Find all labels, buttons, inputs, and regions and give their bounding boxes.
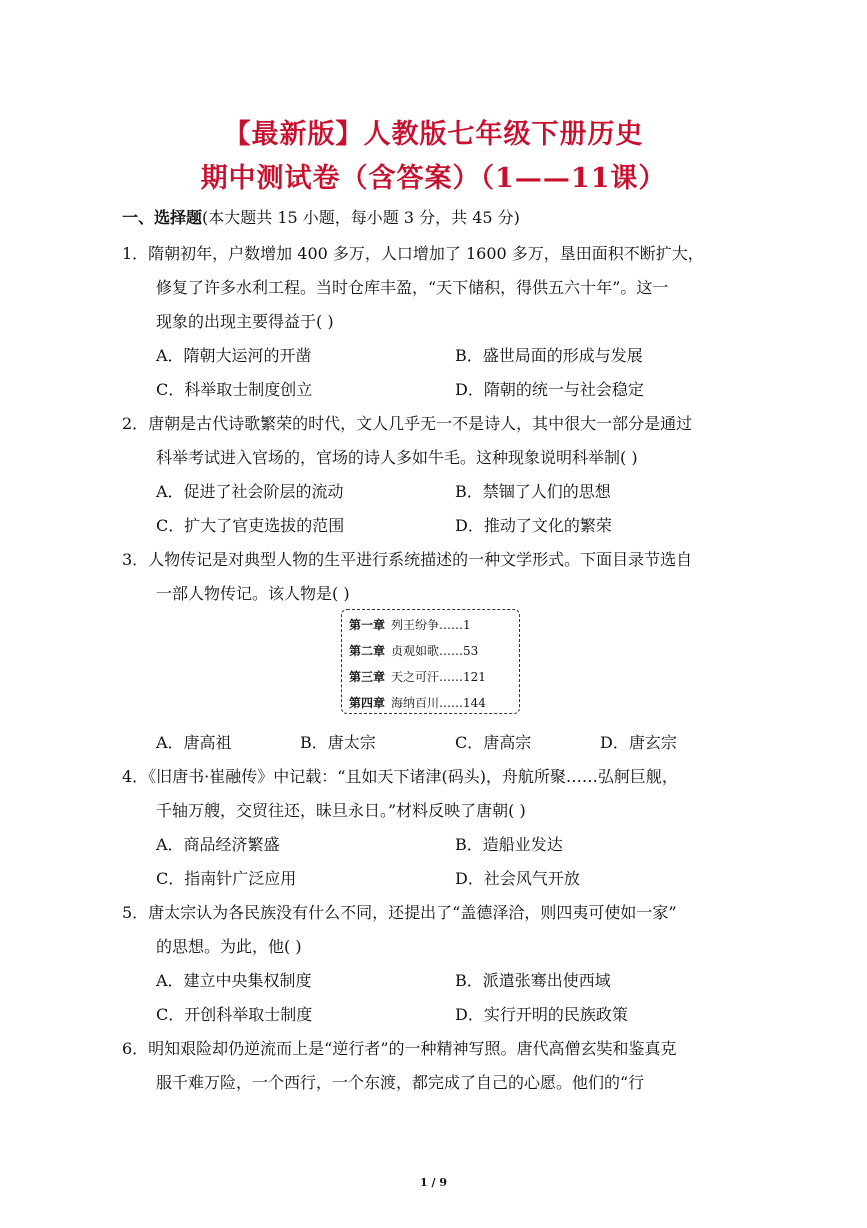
toc-row [349, 616, 471, 633]
toc-chapter: 第二章 [349, 644, 386, 658]
toc-chapter: 第三章 [349, 670, 386, 684]
q1-line-1: 1．隋朝初年，户数增加 400 多万，人口增加了 1600 多万，垦田面积不断扩大， [122, 244, 704, 263]
q3-line-2: 一部人物传记。该人物是( ) [156, 584, 350, 603]
q3-option-c: C．唐高宗 [455, 733, 532, 752]
q3-line-1: 3．人物传记是对典型人物的生平进行系统描述的一种文学形式。下面目录节选自 [122, 550, 693, 569]
q1-line-3: 现象的出现主要得益于( ) [156, 312, 334, 331]
toc-row [349, 694, 486, 711]
toc-entry: 海纳百川……144 [391, 696, 486, 710]
toc-chapter: 第四章 [349, 696, 386, 710]
q2-option-a: A．促进了社会阶层的流动 [156, 482, 344, 501]
q6-line-1: 6．明知艰险却仍逆流而上是“逆行者”的一种精神写照。唐代高僧玄奘和鉴真克 [122, 1039, 677, 1058]
q5-option-d: D．实行开明的民族政策 [455, 1005, 628, 1024]
q4-option-b: B．造船业发达 [455, 835, 563, 854]
toc-entry: 列王纷争……1 [391, 618, 471, 632]
q5-line-2: 的思想。为此，他( ) [156, 937, 302, 956]
section-note: (本大题共 15 小题，每小题 3 分，共 45 分) [202, 208, 520, 227]
q1-line-2: 修复了许多水利工程。当时仓库丰盈，“天下储积，得供五六十年”。这一 [156, 278, 669, 297]
q1-option-d: D．隋朝的统一与社会稳定 [455, 380, 644, 399]
q3-option-a: A．唐高祖 [156, 733, 232, 752]
q2-option-b: B．禁锢了人们的思想 [455, 482, 611, 501]
page-number: 1 / 9 [420, 1176, 447, 1189]
q5-option-a: A．建立中央集权制度 [156, 971, 312, 990]
toc-chapter: 第一章 [349, 618, 386, 632]
q4-line-2: 千轴万艘，交贸往还，昧旦永日。”材料反映了唐朝( ) [156, 801, 526, 820]
q2-line-2: 科举考试进入官场的，官场的诗人多如牛毛。这种现象说明科举制( ) [156, 448, 638, 467]
q2-option-c: C．扩大了官吏选拔的范围 [156, 516, 345, 535]
table-of-contents-box [341, 609, 520, 714]
q4-line-1: 4．《旧唐书·崔融传》中记载：“且如天下诸津(码头)，舟航所聚……弘舸巨舰， [122, 767, 678, 786]
section-title: 一、选择题 [122, 208, 203, 227]
title-line-2: 期中测试卷（含答案）（1——11课） [200, 163, 667, 194]
q1-option-a: A．隋朝大运河的开凿 [156, 346, 312, 365]
toc-row [349, 668, 486, 685]
q3-option-d: D．唐玄宗 [600, 733, 677, 752]
q6-line-2: 服千难万险，一个西行，一个东渡，都完成了自己的心愿。他们的“行 [156, 1073, 645, 1092]
q4-option-a: A．商品经济繁盛 [156, 835, 280, 854]
q4-option-d: D．社会风气开放 [455, 869, 580, 888]
toc-entry: 贞观如歌……53 [391, 644, 479, 658]
q4-option-c: C．指南针广泛应用 [156, 869, 297, 888]
toc-row [349, 642, 478, 659]
q5-option-b: B．派遣张骞出使西域 [455, 971, 611, 990]
toc-entry: 天之可汗……121 [391, 670, 486, 684]
q1-option-b: B．盛世局面的形成与发展 [455, 346, 643, 365]
q5-option-c: C．开创科举取士制度 [156, 1005, 313, 1024]
q2-option-d: D．推动了文化的繁荣 [455, 516, 612, 535]
q1-option-c: C．科举取士制度创立 [156, 380, 313, 399]
section-heading [122, 205, 520, 228]
q3-option-b: B．唐太宗 [300, 733, 376, 752]
q2-line-1: 2．唐朝是古代诗歌繁荣的时代，文人几乎无一不是诗人，其中很大一部分是通过 [122, 414, 693, 433]
title-line-1: 【最新版】人教版七年级下册历史 [223, 119, 644, 150]
q5-line-1: 5．唐太宗认为各民族没有什么不同，还提出了“盖德泽洽，则四夷可使如一家” [122, 903, 677, 922]
